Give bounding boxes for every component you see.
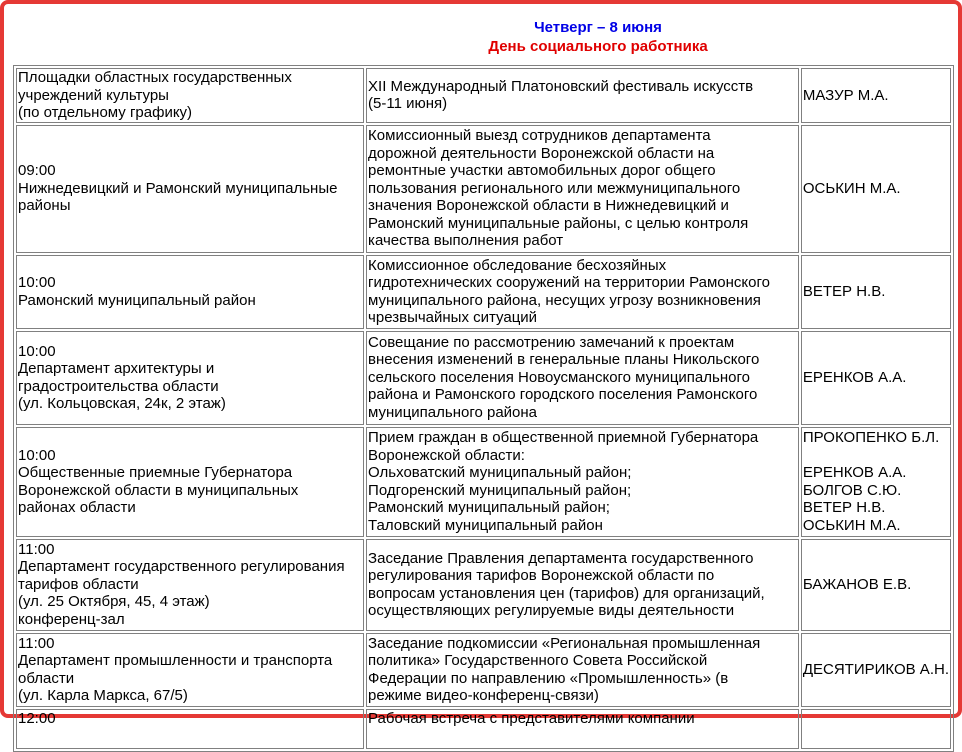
event-cell-line: Ольховатский муниципальный район; <box>368 464 632 481</box>
place-cell-line: районы <box>18 197 71 215</box>
event-cell-line: Рамонский муниципальный район; <box>368 499 610 516</box>
place-cell-line: 10:00 <box>18 274 56 291</box>
table-row <box>16 331 951 425</box>
event-cell-line: Подгоренский муниципальный район; <box>368 481 632 499</box>
event-cell <box>366 68 799 123</box>
place-cell <box>16 255 364 329</box>
responsible-cell-line: ОСЬКИН М.А. <box>802 179 901 197</box>
event-cell-line: чрезвычайных ситуаций <box>368 309 538 326</box>
event-cell-line: ремонтные участки автомобильных дорог общего <box>368 162 716 180</box>
place-cell-line: области <box>18 669 75 687</box>
event-cell-line: Таловский муниципальный район <box>368 516 603 534</box>
place-cell-line: 12:00 <box>18 709 56 727</box>
place-cell-line: Нижнедевицкий и Рамонский муниципальные <box>18 179 338 197</box>
event-cell-line: Рамонский муниципальные районы, с целью контроля <box>368 214 749 232</box>
place-cell-line: Рамонский муниципальный район <box>18 291 256 309</box>
event-cell-line: значения Воронежской области в Нижнедевицкий и <box>368 197 729 215</box>
responsible-cell-line: МАЗУР М.А. <box>802 86 889 104</box>
responsible-cell-line <box>803 710 949 728</box>
event-cell-line: режиме видео-конференц-связи) <box>368 687 599 704</box>
event-cell-line: дорожной деятельности Воронежской области на <box>368 144 715 162</box>
responsible-cell-line <box>803 447 949 465</box>
responsible-cell <box>801 539 951 631</box>
responsible-cell-line: БАЖАНОВ Е.В. <box>802 575 912 593</box>
place-cell-line: 10:00 <box>18 446 56 464</box>
event-cell <box>366 255 799 329</box>
table-row <box>16 709 951 749</box>
responsible-cell <box>801 633 951 707</box>
event-cell-line: сельского поселения Новоусманского муниципального <box>368 368 750 386</box>
event-cell-line: Рабочая встреча с представителями компании <box>368 709 695 727</box>
place-cell-line: (по отдельному графику) <box>18 104 193 121</box>
place-cell-line: 09:00 <box>18 162 56 180</box>
event-cell-line: района и Рамонского городского поселения Рамонского <box>368 386 758 404</box>
responsible-cell-line: ВЕТЕР Н.В. <box>802 282 886 300</box>
event-cell-line: внесения изменений в генеральные планы Никольского <box>368 351 760 369</box>
event-cell-line: Заседание подкомиссии «Региональная промышленная <box>368 634 761 652</box>
place-cell-line: Департамент государственного регулирования <box>18 558 345 576</box>
page-content <box>8 8 954 727</box>
event-cell-line: Заседание Правления департамента государственного <box>368 549 754 567</box>
event-cell <box>366 709 799 749</box>
responsible-cell-line: ЕРЕНКОВ А.А. <box>802 464 907 481</box>
place-cell-line: тарифов области <box>18 575 139 593</box>
event-cell <box>366 539 799 631</box>
place-cell <box>16 68 364 123</box>
place-cell <box>16 427 364 537</box>
event-cell <box>366 633 799 707</box>
place-cell-line: (ул. 25 Октября, 45, 4 этаж) <box>18 593 210 611</box>
table-row <box>16 633 951 707</box>
place-cell-line: 11:00 <box>18 634 55 652</box>
event-cell-line: Воронежской области: <box>368 446 525 464</box>
event-cell <box>366 427 799 537</box>
responsible-cell-line: ВЕТЕР Н.В. <box>802 499 886 516</box>
responsible-cell <box>801 255 951 329</box>
place-cell-line: Департамент промышленности и транспорта <box>18 652 333 669</box>
event-cell-line: гидротехнических сооружений на территории Рамонского <box>368 274 770 291</box>
place-cell-line: Площадки областных государственных <box>18 69 292 86</box>
schedule-table <box>13 65 954 752</box>
event-cell-line: политика» Государственного Совета Российской <box>368 652 708 669</box>
place-cell-line: районах области <box>18 499 136 516</box>
event-cell-line: Комиссионный выезд сотрудников департамента <box>368 127 711 145</box>
responsible-cell <box>801 331 951 425</box>
event-cell-line: пользования регионального или межмуниципального <box>368 179 741 197</box>
event-cell-line: осуществляющих регулируемые виды деятельности <box>368 602 735 619</box>
schedule-body <box>16 68 951 749</box>
day-title: Четверг – 8 июня <box>534 19 662 36</box>
event-cell-line: XII Международный Платоновский фестиваль искусств <box>368 77 754 95</box>
place-cell-line: конференц-зал <box>18 610 125 628</box>
responsible-cell <box>801 125 951 253</box>
table-row <box>16 427 951 537</box>
responsible-cell-line: ПРОКОПЕНКО Б.Л. <box>802 429 940 446</box>
day-header <box>378 18 818 56</box>
place-cell-line: градостроительства области <box>18 377 219 395</box>
event-cell-line: регулирования тарифов Воронежской области по <box>368 567 715 584</box>
place-cell-line: учреждений культуры <box>18 86 169 104</box>
place-cell-line: 11:00 <box>18 540 55 558</box>
table-row <box>16 255 951 329</box>
event-cell-line: Комиссионное обследование бесхозяйных <box>368 256 667 274</box>
place-cell <box>16 539 364 631</box>
place-cell-line: Воронежской области в муниципальных <box>18 481 299 499</box>
responsible-cell <box>801 427 951 537</box>
table-row <box>16 539 951 631</box>
responsible-cell-line: ЕРЕНКОВ А.А. <box>802 368 907 386</box>
event-cell <box>366 125 799 253</box>
responsible-cell-line: БОЛГОВ С.Ю. <box>802 481 902 499</box>
place-cell <box>16 331 364 425</box>
event-cell-line: (5-11 июня) <box>368 95 448 113</box>
table-row <box>16 68 951 123</box>
event-cell-line: муниципального района <box>368 403 538 421</box>
event-cell-line: муниципального района, несущих угрозу возникновения <box>368 291 761 309</box>
event-cell-line: вопросам установления цен (тарифов) для организаций, <box>368 584 765 602</box>
holiday-title: День социального работника <box>488 38 708 55</box>
event-cell-line: качества выполнения работ <box>368 232 564 250</box>
place-cell <box>16 709 364 749</box>
event-cell-line: Совещание по рассмотрению замечаний к проектам <box>368 333 735 351</box>
place-cell <box>16 633 364 707</box>
responsible-cell-line: ОСЬКИН М.А. <box>802 516 901 534</box>
place-cell-line: Общественные приемные Губернатора <box>18 464 293 481</box>
event-cell <box>366 331 799 425</box>
table-row <box>16 125 951 253</box>
event-cell-line: Прием граждан в общественной приемной Губернатора <box>368 429 759 446</box>
place-cell <box>16 125 364 253</box>
responsible-cell <box>801 709 951 749</box>
place-cell-line: (ул. Карла Маркса, 67/5) <box>18 687 188 704</box>
place-cell-line: Департамент архитектуры и <box>18 360 215 377</box>
responsible-cell <box>801 68 951 123</box>
responsible-cell-line: ДЕСЯТИРИКОВ А.Н. <box>802 660 949 678</box>
place-cell-line: (ул. Кольцовская, 24к, 2 этаж) <box>18 395 226 412</box>
event-cell-line: Федерации по направлению «Промышленность» (в <box>368 669 729 687</box>
place-cell-line: 10:00 <box>18 342 56 360</box>
